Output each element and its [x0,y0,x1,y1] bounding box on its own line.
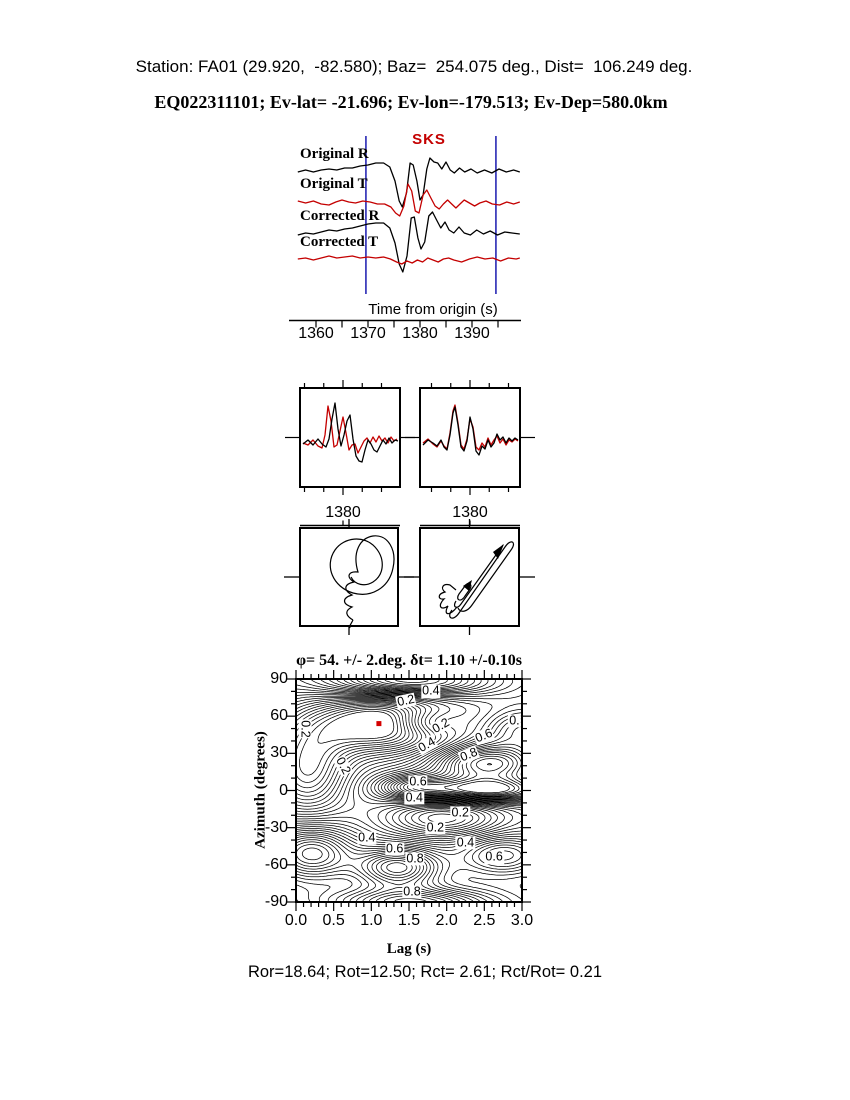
particle-box-ticks [284,519,535,635]
contour-label-0.4: 0.4 [415,733,438,755]
comparison-right-tick-label: 1380 [452,504,488,521]
comparison-box-after [420,388,520,487]
comparison-trace-slow [303,403,398,462]
lag-tick-label: 3.0 [510,912,534,929]
trace-label-corrected-r: Corrected R [300,208,380,224]
particle-path-after-correction [439,585,457,614]
time-tick-label: 1390 [454,325,490,342]
time-axis-label: Time from origin (s) [368,301,498,318]
contour-label-0.4: 0.4 [456,834,475,849]
azimuth-tick-label: 30 [270,744,288,762]
contour-label-0.6: 0.6 [473,725,495,746]
best-solution-dot [376,721,381,726]
station-header: Station: FA01 (29.920, -82.580); Baz= 254.075 deg., Dist= 106.249 deg. [135,57,693,76]
comparison-traces [303,403,518,462]
comparison-box-ticks [285,380,535,526]
trace-label-corrected-t: Corrected T [300,234,379,250]
phase-label: SKS [412,131,446,148]
contour-label-0.2: 0.2 [395,692,416,710]
particle-path-before-correction [330,536,394,620]
comparison-trace-slow [423,407,518,455]
contour-label-0.8: 0.8 [403,884,421,899]
comparison-left-tick-label: 1380 [325,504,361,521]
trace-corrected-t [298,256,520,264]
trace-label-original-r: Original R [300,146,369,162]
lag-tick-label: 1.0 [360,912,383,929]
trace-label-original-t: Original T [300,176,368,192]
comparison-trace-fast [303,406,397,453]
particle-motion-curves [330,536,513,628]
azimuth-tick-label: -60 [264,855,288,873]
azimuth-axis-label: Azimuth (degrees) [252,731,269,849]
contour-label-0.2: 0.2 [333,754,355,777]
contour-level [381,679,522,902]
contour-label-0.: 0. [509,713,520,728]
contour-label-0.2: 0.2 [426,820,445,835]
time-tick-label: 1370 [350,325,386,342]
contour-label-0.8: 0.8 [406,851,424,866]
contour-label-0.2: 0.2 [298,719,313,738]
lag-tick-label: 1.5 [397,912,421,929]
contour-label-0.2: 0.2 [451,805,469,820]
contour-label-0.6: 0.6 [485,849,503,864]
contour-label-0.8: 0.8 [457,744,479,764]
contour-title: φ= 54. +/- 2.deg. δt= 1.10 +/-0.10s [296,652,522,669]
contour-level [318,711,394,743]
splitting-statistics: Ror=18.64; Rot=12.50; Rct= 2.61; Rct/Rot= 0.21 [247,963,603,981]
lag-tick-label: 2.0 [435,912,458,929]
lag-tick-label: 0.5 [322,912,345,929]
comparison-trace-fast [423,405,518,450]
time-tick-label: 1380 [402,325,438,342]
contour-label-0.4: 0.4 [405,790,423,805]
contour-label-0.4: 0.4 [358,830,376,845]
particle-box-after [420,528,519,626]
contour-label-0.4: 0.4 [422,683,440,698]
contour-label-0.6: 0.6 [385,841,404,856]
contour-label-0.6: 0.6 [409,774,427,789]
lag-tick-label: 0.0 [284,912,308,929]
lag-tick-label: 2.5 [473,912,496,929]
time-tick-label: 1360 [298,325,334,342]
azimuth-tick-label: -90 [264,893,288,910]
azimuth-tick-label: 90 [270,669,288,687]
azimuth-tick-label: 60 [270,707,288,725]
contour-label-0.2: 0.2 [430,715,453,736]
lag-axis-label: Lag (s) [386,941,432,957]
event-header: EQ022311101; Ev-lat= -21.696; Ev-lon=-179.513; Ev-Dep=580.0km [154,92,668,112]
azimuth-tick-label: 0 [279,781,288,799]
azimuth-tick-label: -30 [264,818,288,836]
